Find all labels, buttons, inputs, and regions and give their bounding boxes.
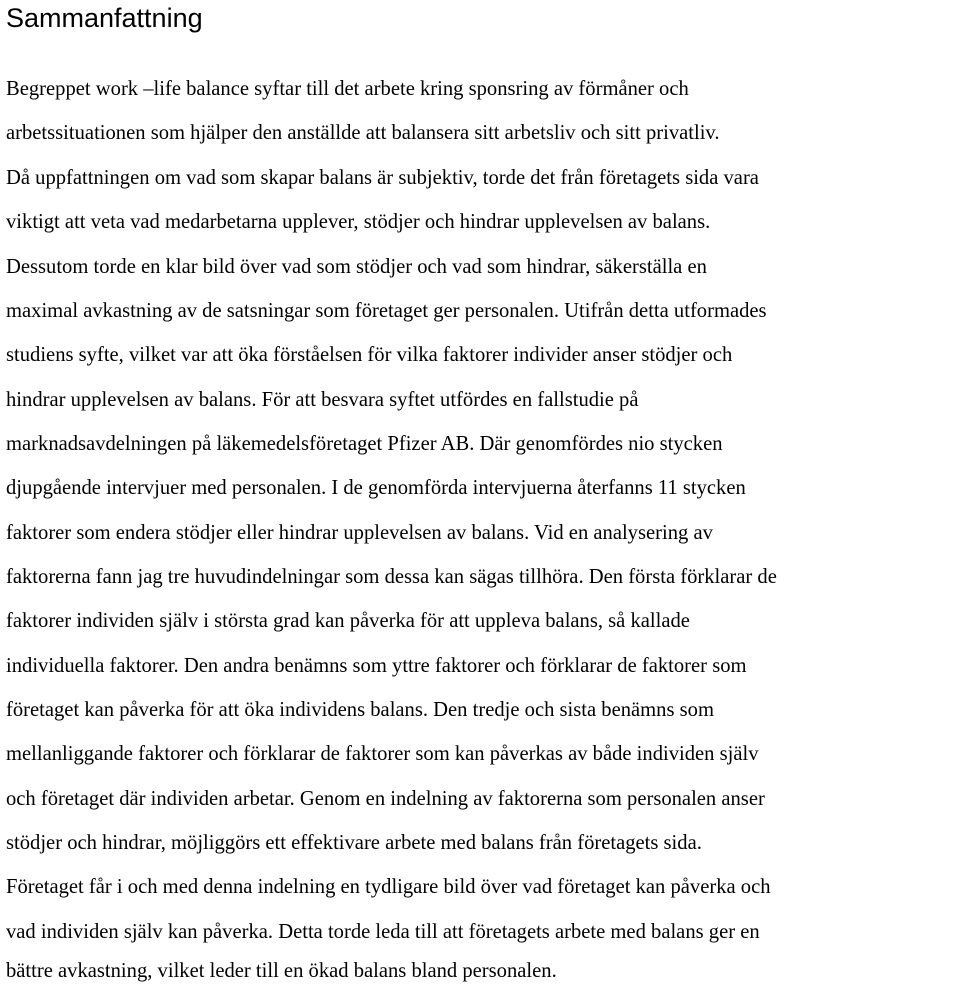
- text-line: Begreppet work –life balance syftar till det arbete kring sponsring av förmåner och: [6, 78, 689, 100]
- text-line: studiens syfte, vilket var att öka förståelsen för vilka faktorer individer anser stödjer och: [6, 344, 733, 366]
- text-line: arbetssituationen som hjälper den anställde att balansera sitt arbetsliv och sitt privatliv.: [6, 122, 720, 144]
- text-line: marknadsavdelningen på läkemedelsföretaget Pfizer AB. Där genomfördes nio stycken: [6, 433, 723, 455]
- text-line: och företaget där individen arbetar. Genom en indelning av faktorerna som personalen anser: [6, 788, 765, 810]
- text-line: faktorer som endera stödjer eller hindrar upplevelsen av balans. Vid en analysering av: [6, 522, 713, 544]
- text-line: faktorer individen själv i största grad kan påverka för att uppleva balans, så kallade: [6, 610, 690, 632]
- text-line: mellanliggande faktorer och förklarar de faktorer som kan påverkas av både individen själv: [6, 743, 759, 765]
- text-line: djupgående intervjuer med personalen. I de genomförda intervjuerna återfanns 11 stycken: [6, 477, 746, 499]
- text-line: hindrar upplevelsen av balans. För att besvara syftet utfördes en fallstudie på: [6, 389, 639, 411]
- text-line: Företaget får i och med denna indelning en tydligare bild över vad företaget kan påverka och: [6, 876, 771, 898]
- section-heading: Sammanfattning: [6, 3, 203, 33]
- text-line: Dessutom torde en klar bild över vad som stödjer och vad som hindrar, säkerställa en: [6, 256, 707, 278]
- text-line: vad individen själv kan påverka. Detta torde leda till att företagets arbete med balans ger en: [6, 921, 760, 943]
- text-line: bättre avkastning, vilket leder till en ökad balans bland personalen.: [6, 960, 557, 982]
- text-line: stödjer och hindrar, möjliggörs ett effektivare arbete med balans från företagets sida.: [6, 832, 702, 854]
- text-line: företaget kan påverka för att öka individens balans. Den tredje och sista benämns som: [6, 699, 714, 721]
- text-line: faktorerna fann jag tre huvudindelningar som dessa kan sägas tillhöra. Den första förklarar de: [6, 566, 777, 588]
- text-line: maximal avkastning av de satsningar som företaget ger personalen. Utifrån detta utformades: [6, 300, 767, 322]
- text-line: Då uppfattningen om vad som skapar balans är subjektiv, torde det från företagets sida vara: [6, 167, 759, 189]
- text-line: individuella faktorer. Den andra benämns som yttre faktorer och förklarar de faktorer som: [6, 655, 747, 677]
- text-line: viktigt att veta vad medarbetarna upplever, stödjer och hindrar upplevelsen av balans.: [6, 211, 711, 233]
